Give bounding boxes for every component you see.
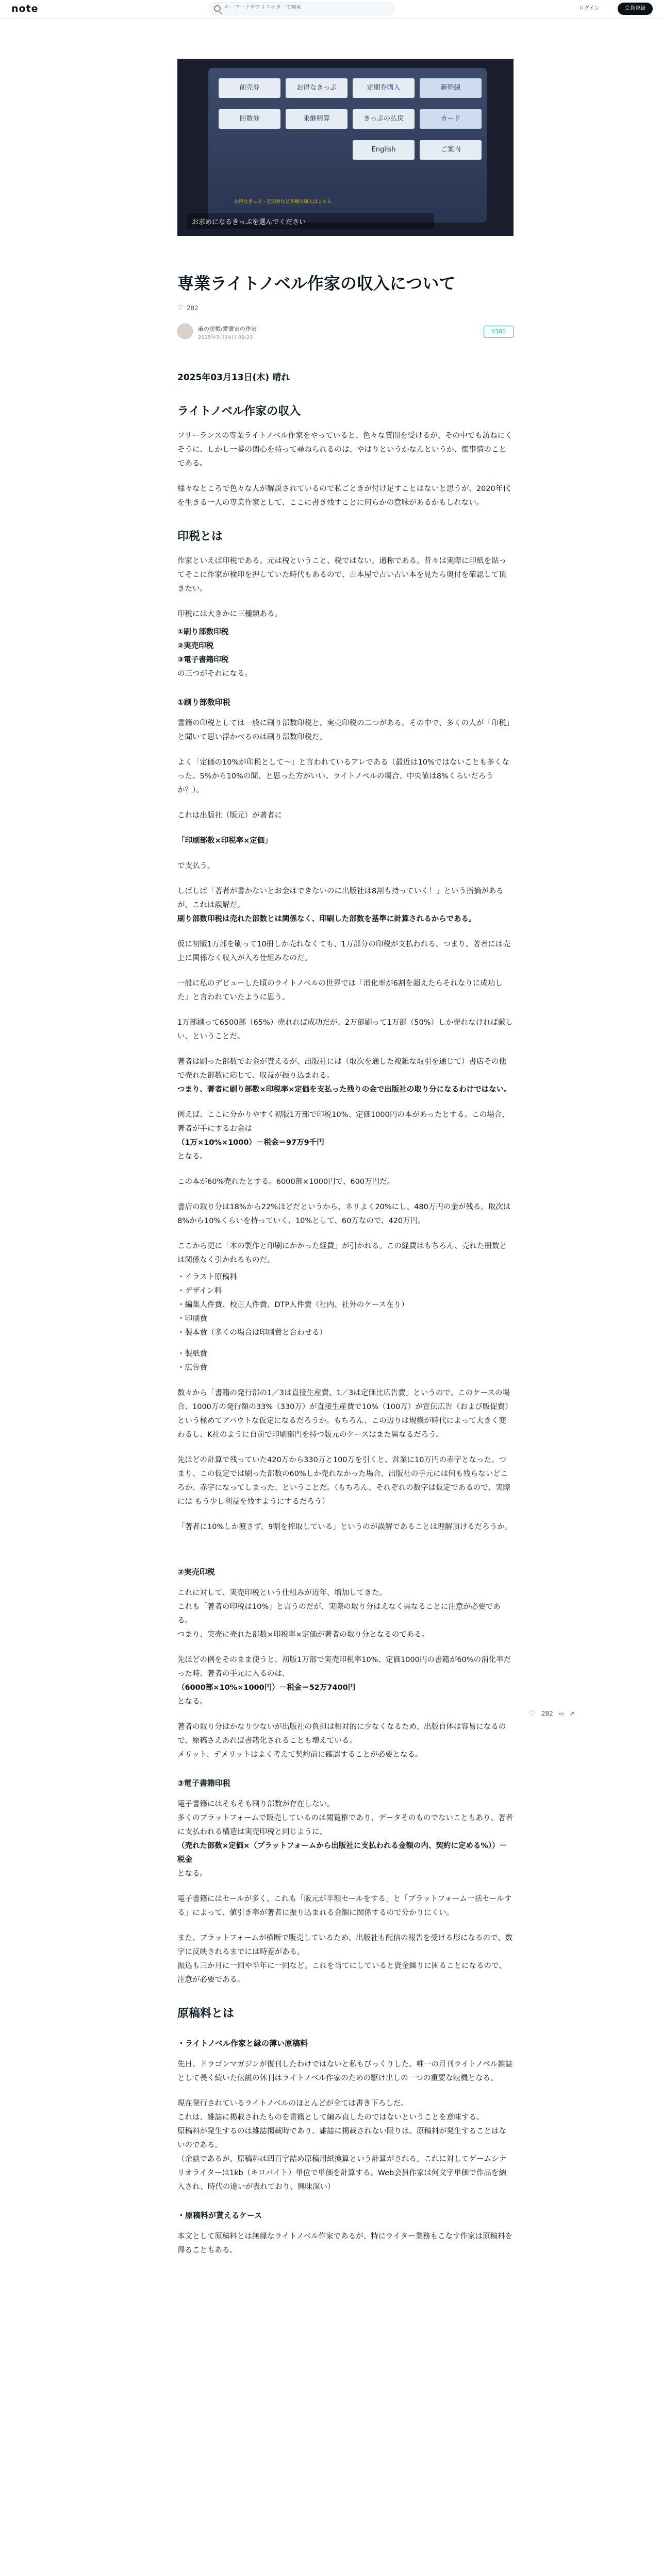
search-box[interactable] <box>208 2 395 15</box>
author-name[interactable]: 麻の葉帳/愛書家の作家 <box>198 326 257 332</box>
paragraph: となる。 <box>177 1698 207 1706</box>
register-button[interactable]: 会員登録 <box>618 3 653 15</box>
article-body <box>177 371 514 2269</box>
paragraph: これは、雑誌に掲載されたものを書籍として編み直したのではないということを意味する。 <box>177 2113 484 2122</box>
author-block <box>177 324 514 344</box>
paragraph: 書籍の印税としては一般に刷り部数印税と、実売印税の二つがある。その中で、多くの人が「印税」と聞いて思い浮かべるのは刷り部数印税だ。 <box>177 719 510 741</box>
search-icon <box>214 5 221 12</box>
paragraph: 先日、ドラゴンマガジンが復刊したわけではないと私もびっくりした。唯一の月刊ライトノベル雑誌として長く続いた伝説の休刊はライトノベル作家のための駆け出しの一つの重要な転機となる。 <box>177 2060 513 2082</box>
paragraph: フリーランスの専業ライトノベル作家をやっていると、色々な質問を受けるが、その中でも訪ねにくそうに、しかし一番の関心を持って尋ねられるのは、やはりというかなんというか、懐事情のことである。 <box>177 432 512 468</box>
section-heading: ライトノベル作家の収入 <box>177 405 301 418</box>
paragraph: これも「著者の印税は10%」と言うのだが、実際の取り分はえなく異なることに注意が必要である。 <box>177 1603 501 1625</box>
heart-icon: ♡ <box>177 304 184 312</box>
paragraph: 著者は刷った部数でお金が貰えるが、出版社には（取次を通した複雑な取引を通じて）書店その他で売れた部数に応じて、収益が振り込まれる。 <box>177 1058 506 1080</box>
site-logo[interactable]: note <box>11 3 39 14</box>
hero-button: 前売券 <box>219 78 280 98</box>
paragraph: 様々なところで色々な人が解説されているので私ごときが付け足すことはないと思うが、2020年代を生きる一人の専業作家として、ここに書き残すことに何らかの意味があるかもしれない。 <box>177 485 510 507</box>
subsection-heading: ・原稿料が貰えるケース <box>177 2211 262 2220</box>
hero-button: 乗継精算 <box>286 109 347 129</box>
paragraph: 先ほどの計算で残っていた420万から330万と100万を引くと、営業に10万円の赤字となった。つまり、この仮定では刷った部数の60%しか売れなかった場合、出版社の手元には何も残らないどころか、赤字になってしまった、ということだ。（もちろん、それぞれの数字は仮定であるので、実際には もう少し利益を残すようにするだろう） <box>177 1456 510 1506</box>
paragraph: 多くのプラットフォームで販売しているのは閲覧権であり、データそのものでないこともあり、著者に支払われる構造は実売印税と同じように、 <box>177 1814 514 1836</box>
paragraph: 「著者に10%しか渡さず、9割を搾取している」というのが誤解であることは理解頂けるだろうか。 <box>177 1523 512 1531</box>
price-badge[interactable]: ¥300 <box>484 326 514 338</box>
list-item: ①刷り部数印税 <box>177 628 229 636</box>
formula: 「印刷部数×印税率×定価」 <box>177 837 272 845</box>
paragraph: 一般に私のデビューした頃のライトノベルの世界では「消化率が6割を超えたらそれなりに成功した」と言われていたように思う。 <box>177 979 503 1002</box>
avatar[interactable] <box>177 324 193 339</box>
hero-image <box>177 59 514 236</box>
list-item: ・製本費（多くの場合は印刷費と合わせる） <box>177 1329 327 1337</box>
date-line: 2025年03月13日(木) 晴れ <box>177 372 290 383</box>
hero-button: ご案内 <box>420 140 482 160</box>
subsection-heading: ・ライトノベル作家と縁の薄い原稿料 <box>177 2039 308 2048</box>
paragraph: 1万部刷って6500部（65%）売れれば成功だが、2万部刷って1万部（50%）しか売れなければ厳しい、ということだ。 <box>177 1019 514 1041</box>
paragraph: メリット、デメリットはよく考えて契約前に確認することが必要となる。 <box>177 1751 423 1759</box>
list-item: ・編集人件費、校正人件費、DTP人件費（社内、社外のケース在り） <box>177 1301 409 1309</box>
hero-button: 定期券購入 <box>353 78 415 98</box>
hero-button: カード <box>420 109 482 129</box>
hero-button: 回数券 <box>219 109 280 129</box>
comment-icon[interactable]: ▭ <box>558 1710 565 1717</box>
list-item: ・デザイン料 <box>177 1287 222 1295</box>
list-item: ②実売印税 <box>177 642 214 650</box>
paragraph: ここから更に「本の製作と印刷にかかった経費」が引かれる。この経費はもちろん、売れた冊数とは関係なく引かれるものだ。 <box>177 1242 507 1264</box>
subsection-heading: ②実売印税 <box>177 1567 215 1577</box>
formula: （6000部×10%×1000円）－税金＝52万7400円 <box>177 1684 356 1692</box>
paragraph: 刷り部数印税は売れた部数とは関係なく、印刷した部数を基準に計算されるからである。 <box>177 915 476 923</box>
paragraph: 電子書籍にはそもそも刷り部数が存在しない。 <box>177 1800 335 1808</box>
paragraph: しばしば「著者が書かないとお金はできないのに出版社は8割も持っていく！」という指摘があるが、これは誤解だ。 <box>177 887 504 909</box>
paragraph: 印税には大きかに三種類ある。 <box>177 610 282 618</box>
paragraph: となる。 <box>177 1870 207 1878</box>
paragraph: これに対して、実売印税という仕組みが近年、増加してきた。 <box>177 1589 387 1597</box>
like-counter[interactable] <box>177 304 198 312</box>
publish-date: 2025年3月14日 09:23 <box>198 335 253 341</box>
search-input[interactable] <box>224 5 389 10</box>
paragraph: これは出版社（版元）が著者に <box>177 811 282 820</box>
article-title: 専業ライトノベル作家の収入について <box>177 274 456 293</box>
paragraph: つまり、著者に刷り部数×印税率×定価を支払った残りの金で出版社の取り分になるわけではない。 <box>177 1086 511 1094</box>
list-item: ・製紙費 <box>177 1350 207 1358</box>
hero-caption: お求めになるきっぷを選んでください <box>187 213 434 229</box>
share-icon[interactable]: ↗ <box>569 1710 575 1717</box>
paragraph: 仮に初版1万部を刷って10冊しか売れなくても、1万部分の印税が支払われる。つまり、著者には売上に関係なく収入が入る仕組みなのだ。 <box>177 940 510 962</box>
paragraph: 書店の取り分は18%から22%ほどだというから、ネリよく20%にし、480万円の金が残る。取次は8%から10%くらいを持っていく、10%として、60万なので、420万円。 <box>177 1203 511 1225</box>
subsection-heading: ①刷り部数印税 <box>177 698 230 707</box>
paragraph: 電子書籍にはセールが多く、これも「版元が半額セールをする」と「プラットフォーム一括セールする」によって、値引き率が著者に振り込まれる金額に関係するので分かりにくい。 <box>177 1895 512 1917</box>
paragraph: 例えば、ここに分かりやすく初版1万部で印税10%、定価1000円の本があったとする。この場合、著者が手にするお金は <box>177 1111 509 1133</box>
list-item: ・印刷費 <box>177 1315 207 1323</box>
paragraph: となる。 <box>177 1153 207 1161</box>
paragraph: 作家といえば印税である。元は税ということ、税ではない。通称である。昔々は実際に印紙を貼ってそこに作家が検印を押していた時代もあるので、古本屋で古い古い本を見たら奥付を確認して頂きたい。 <box>177 557 506 593</box>
login-link[interactable]: ログイン <box>579 6 600 11</box>
top-bar <box>0 0 662 19</box>
subsection-heading: ③電子書籍印税 <box>177 1778 230 1788</box>
formula: （1万×10%×1000）－税金＝97万9千円 <box>177 1139 324 1147</box>
paragraph: 本文として原稿料とは無縁なライトノベル作家であるが、特にライター業務もこなす作家は原稿料を得ることもある。 <box>177 2232 513 2255</box>
hero-yellow-text: お得なきっぷ・定期券など各種の購入はこちら <box>234 199 332 205</box>
hero-button: 新幹線 <box>420 78 482 98</box>
hero-button: English <box>353 140 415 160</box>
list-item: ③電子書籍印税 <box>177 656 229 664</box>
paragraph: また、プラットフォームが横断で販売しているため、出版社も配信の報告を受ける形になるので、数字に反映されるまでには時差がある。 <box>177 1934 513 1956</box>
paragraph: 振込も三か月に一回や半年に一回など。これを当てにしていると資金繰りに困ることになるので、注意が必要である。 <box>177 1962 506 1984</box>
hero-button: お得なきっぷ <box>286 78 347 98</box>
heart-icon[interactable]: ♡ <box>529 1709 536 1718</box>
paragraph: 数々から「書籍の発行部の1／3は直接生産費、1／3は定価比広告費」というので、このケースの場合、1000万の発行額の33%（330万）が直接生産費で10%（100万）が宣伝広告（および販促費）という極めてアバウトな仮定になるだろうか。もちろん、この辺りは規模が時代によって大きく変わるし、K社のように自前で印刷部門を持つ版元のケースはまた異なるだろう。 <box>177 1389 512 1439</box>
section-heading: 原稿料とは <box>177 2007 235 2020</box>
hero-button: きっぷの払戻 <box>353 109 415 129</box>
list-item: ・イラスト原稿料 <box>177 1273 237 1281</box>
paragraph: （余談であるが、原稿料は四百字詰め原稿用紙換算という計算がされる。これに対してゲームシナリオライターは1kb（キロバイト）単位で単価を計算する。Web会員作家は何文字単価で作品を納入され、時代の違いが表れており、興味深い） <box>177 2155 506 2191</box>
list-item: ・広告費 <box>177 1364 207 1372</box>
paragraph: 原稿料が発生するのは雑誌掲載時であり、雑誌に掲載されない限りは、原稿料が発生することはないのである。 <box>177 2127 506 2149</box>
paragraph: 現在発行されているライトノベルのほとんどが全ては書き下ろしだ。 <box>177 2099 408 2108</box>
paragraph: この本が60%売れたとする。6000部×1000円で、600万円だ。 <box>177 1178 395 1186</box>
like-count: 282 <box>186 304 198 312</box>
floating-actions <box>529 1709 586 1720</box>
paragraph: の三つがそれになる。 <box>177 670 252 678</box>
formula: （売れた部数×定価×（プラットフォームから出版社に支払われる金額の内、契約に定める%））－税金 <box>177 1842 507 1864</box>
paragraph: つまり、実売に売れた部数×印税率×定価が著者の取り分となるのである。 <box>177 1631 429 1639</box>
section-heading: 印税とは <box>177 530 223 543</box>
paragraph: 著者の取り分はかなり少ないが出版社の負担は相対的に少なくなるため、出版自体は容易になるので、原稿さえあれば書籍化されることも増えている。 <box>177 1723 506 1745</box>
paragraph: よく「定価の10%が印税として〜」と言われているアレである（最近は10%ではないことも多くなった。5%から10%の間、と思った方がいい。ライトノベルの場合、中央値は8%くらいだろうか？）。 <box>177 758 509 794</box>
paragraph: 先ほどの例をそのまま使うと、初版1万部で実売印税率10%、定価1000円の書籍が60%の消化率だった時、著者の手元に入るのは、 <box>177 1656 511 1678</box>
floating-like-count: 282 <box>541 1710 553 1717</box>
paragraph: で支払う。 <box>177 862 215 870</box>
